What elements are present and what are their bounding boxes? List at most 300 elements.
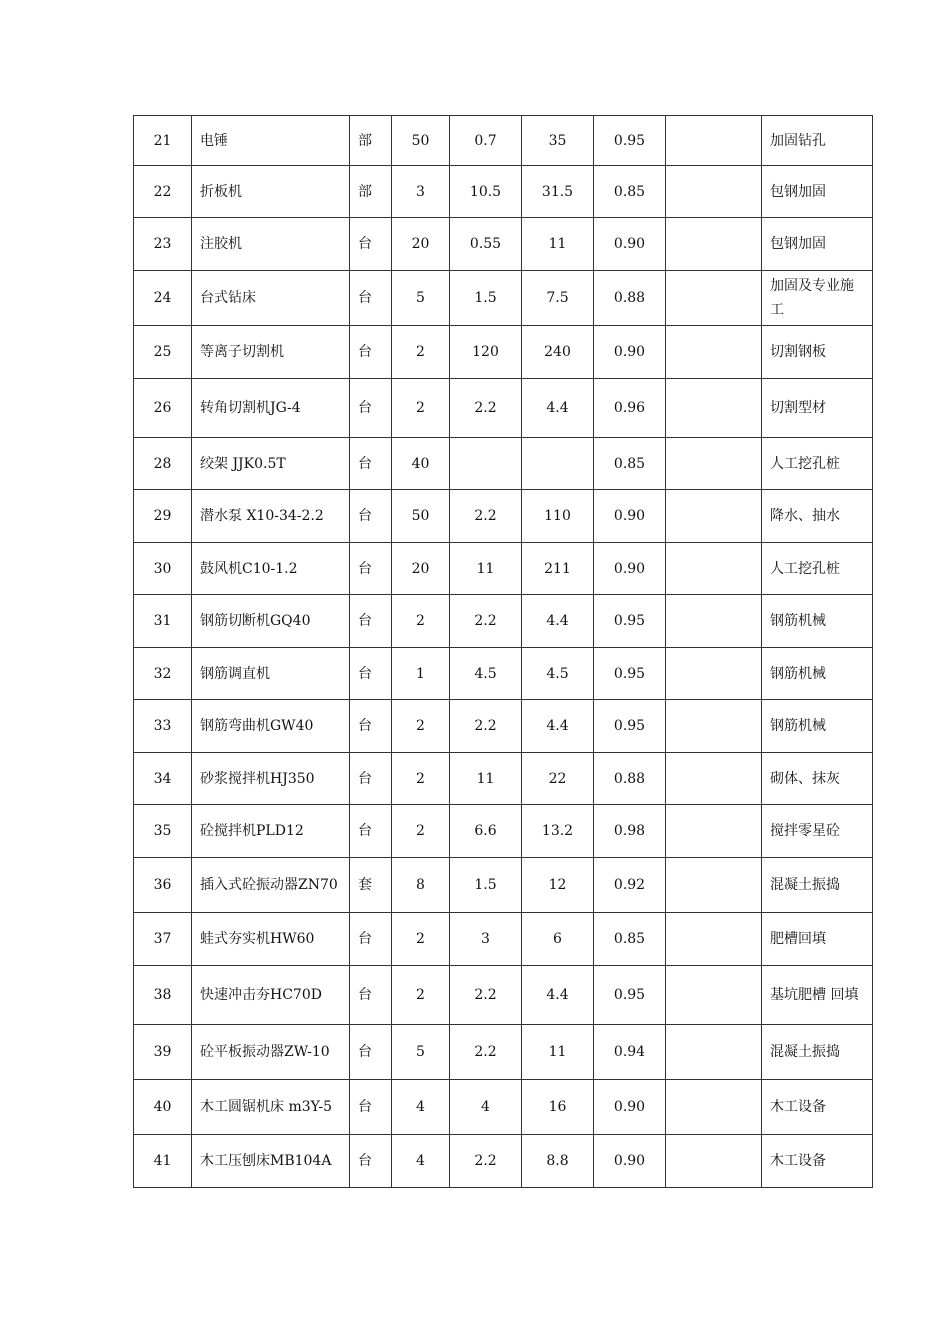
equipment-name: 折板机 xyxy=(200,183,242,200)
total-power-cell xyxy=(522,805,594,858)
row-number: 31 xyxy=(153,613,172,629)
row-number-cell xyxy=(134,858,192,913)
row-number: 30 xyxy=(153,560,172,577)
total-power-cell xyxy=(522,490,594,543)
demand-coefficient-cell xyxy=(594,1025,666,1080)
usage-note: 降水、抽水 xyxy=(770,508,840,524)
row-number-cell xyxy=(134,805,192,858)
table-row xyxy=(134,966,873,1025)
equipment-name-cell xyxy=(192,1135,350,1188)
demand-coefficient-cell xyxy=(594,858,666,913)
row-number-cell xyxy=(134,966,192,1025)
blank-cell-cell xyxy=(666,1025,762,1080)
table-row xyxy=(134,595,873,648)
rated-power-cell xyxy=(450,700,522,753)
blank-cell-cell xyxy=(666,595,762,648)
row-number-cell xyxy=(134,753,192,805)
rated-power-cell xyxy=(450,858,522,913)
blank-cell-cell xyxy=(666,438,762,490)
total-power-cell xyxy=(522,700,594,753)
equipment-name: 钢筋弯曲机GW40 xyxy=(200,718,314,734)
table-row xyxy=(134,648,873,700)
blank-cell-cell xyxy=(666,326,762,379)
row-number-cell xyxy=(134,490,192,543)
blank-cell-cell xyxy=(666,490,762,543)
demand-coefficient: 0.95 xyxy=(613,987,646,1003)
table-row xyxy=(134,116,873,166)
usage-note: 木工设备 xyxy=(770,1099,826,1115)
quantity-cell xyxy=(392,116,450,166)
rated-power: 2.2 xyxy=(474,613,497,629)
row-number-cell xyxy=(134,218,192,271)
total-power: 4.5 xyxy=(546,665,569,682)
blank-cell-cell xyxy=(666,858,762,913)
total-power-cell xyxy=(522,753,594,805)
usage-note-cell xyxy=(762,379,873,438)
table-row xyxy=(134,379,873,438)
rated-power: 0.55 xyxy=(469,236,502,252)
rated-power: 2.2 xyxy=(474,987,497,1003)
quantity: 3 xyxy=(416,183,425,200)
quantity: 20 xyxy=(411,560,430,577)
rated-power-cell xyxy=(450,166,522,218)
quantity-cell xyxy=(392,805,450,858)
row-number: 32 xyxy=(153,665,172,682)
demand-coefficient-cell xyxy=(594,218,666,271)
equipment-name: 绞架 JJK0.5T xyxy=(200,455,286,472)
equipment-name-cell xyxy=(192,1080,350,1135)
rated-power-cell xyxy=(450,595,522,648)
total-power: 11 xyxy=(548,1044,567,1060)
rated-power: 4 xyxy=(481,1099,490,1115)
usage-note-cell xyxy=(762,805,873,858)
quantity: 40 xyxy=(411,455,430,472)
equipment-name-cell xyxy=(192,326,350,379)
row-number: 39 xyxy=(153,1044,172,1060)
quantity-cell xyxy=(392,1135,450,1188)
usage-note-cell xyxy=(762,1025,873,1080)
usage-note-cell xyxy=(762,218,873,271)
blank-cell-cell xyxy=(666,966,762,1025)
usage-note: 人工挖孔桩 xyxy=(770,455,840,472)
equipment-name-cell xyxy=(192,753,350,805)
table-row xyxy=(134,805,873,858)
equipment-name: 蛙式夯实机HW60 xyxy=(200,931,315,947)
total-power-cell xyxy=(522,1080,594,1135)
row-number-cell xyxy=(134,913,192,966)
row-number: 33 xyxy=(153,718,172,734)
rated-power: 6.6 xyxy=(474,823,497,839)
unit: 台 xyxy=(358,236,372,252)
row-number-cell xyxy=(134,1025,192,1080)
table-row xyxy=(134,1080,873,1135)
unit: 台 xyxy=(358,770,372,787)
usage-note-cell xyxy=(762,166,873,218)
rated-power-cell xyxy=(450,379,522,438)
unit: 台 xyxy=(358,290,372,306)
demand-coefficient-cell xyxy=(594,753,666,805)
usage-note: 钢筋机械 xyxy=(770,613,826,629)
unit-cell xyxy=(350,1080,392,1135)
demand-coefficient-cell xyxy=(594,966,666,1025)
row-number-cell xyxy=(134,116,192,166)
unit: 套 xyxy=(358,877,372,893)
row-number: 23 xyxy=(153,236,172,252)
usage-note-cell xyxy=(762,116,873,166)
rated-power: 2.2 xyxy=(474,400,497,416)
equipment-name-cell xyxy=(192,858,350,913)
equipment-name-cell xyxy=(192,805,350,858)
equipment-name: 砼搅拌机PLD12 xyxy=(200,823,304,839)
usage-note-cell xyxy=(762,1135,873,1188)
rated-power-cell xyxy=(450,913,522,966)
equipment-name-cell xyxy=(192,913,350,966)
equipment-name: 转角切割机JG-4 xyxy=(200,400,301,416)
quantity-cell xyxy=(392,1025,450,1080)
equipment-name-cell xyxy=(192,271,350,326)
usage-note: 混凝土振捣 xyxy=(770,877,840,893)
equipment-name: 等离子切割机 xyxy=(200,344,284,360)
row-number-cell xyxy=(134,543,192,595)
blank-cell-cell xyxy=(666,218,762,271)
quantity-cell xyxy=(392,753,450,805)
usage-note: 钢筋机械 xyxy=(770,718,826,734)
equipment-name: 钢筋切断机GQ40 xyxy=(200,613,311,629)
equipment-name: 砂浆搅拌机HJ350 xyxy=(200,770,315,787)
rated-power-cell xyxy=(450,543,522,595)
total-power-cell xyxy=(522,438,594,490)
row-number-cell xyxy=(134,326,192,379)
demand-coefficient: 0.90 xyxy=(613,236,646,252)
equipment-name: 注胶机 xyxy=(200,236,242,252)
demand-coefficient: 0.85 xyxy=(613,931,646,947)
blank-cell-cell xyxy=(666,543,762,595)
quantity: 5 xyxy=(416,290,425,306)
demand-coefficient-cell xyxy=(594,700,666,753)
table-row xyxy=(134,858,873,913)
row-number: 24 xyxy=(153,290,172,306)
usage-note-cell xyxy=(762,700,873,753)
equipment-name-cell xyxy=(192,966,350,1025)
row-number-cell xyxy=(134,700,192,753)
row-number: 40 xyxy=(153,1099,172,1115)
usage-note-cell xyxy=(762,966,873,1025)
total-power: 11 xyxy=(548,236,567,252)
quantity: 2 xyxy=(416,987,425,1003)
blank-cell-cell xyxy=(666,753,762,805)
total-power: 6 xyxy=(553,931,562,947)
row-number: 26 xyxy=(153,400,172,416)
rated-power: 2.2 xyxy=(474,1044,497,1060)
demand-coefficient-cell xyxy=(594,166,666,218)
usage-note: 搅拌零星砼 xyxy=(770,823,840,839)
unit: 台 xyxy=(358,400,372,416)
unit-cell xyxy=(350,966,392,1025)
blank-cell-cell xyxy=(666,271,762,326)
usage-note-cell xyxy=(762,1080,873,1135)
demand-coefficient-cell xyxy=(594,490,666,543)
total-power: 4.4 xyxy=(546,718,569,734)
total-power-cell xyxy=(522,966,594,1025)
row-number: 34 xyxy=(153,770,172,787)
equipment-name-cell xyxy=(192,116,350,166)
rated-power-cell xyxy=(450,1025,522,1080)
usage-note-cell xyxy=(762,271,873,326)
total-power-cell xyxy=(522,379,594,438)
usage-note-cell xyxy=(762,753,873,805)
table-row xyxy=(134,490,873,543)
quantity-cell xyxy=(392,326,450,379)
total-power: 4.4 xyxy=(546,400,569,416)
quantity: 2 xyxy=(416,613,425,629)
row-number-cell xyxy=(134,1135,192,1188)
quantity-cell xyxy=(392,913,450,966)
usage-note-cell xyxy=(762,490,873,543)
unit-cell xyxy=(350,753,392,805)
demand-coefficient: 0.90 xyxy=(613,560,646,577)
unit-cell xyxy=(350,116,392,166)
unit-cell xyxy=(350,438,392,490)
quantity-cell xyxy=(392,438,450,490)
demand-coefficient-cell xyxy=(594,1135,666,1188)
quantity: 2 xyxy=(416,770,425,787)
table-row xyxy=(134,700,873,753)
usage-note: 人工挖孔桩 xyxy=(770,560,840,577)
row-number-cell xyxy=(134,438,192,490)
unit: 台 xyxy=(358,508,372,524)
unit: 台 xyxy=(358,455,372,472)
unit-cell xyxy=(350,913,392,966)
usage-note: 混凝土振捣 xyxy=(770,1044,840,1060)
blank-cell-cell xyxy=(666,648,762,700)
total-power-cell xyxy=(522,1025,594,1080)
usage-note-cell xyxy=(762,858,873,913)
equipment-name: 木工压刨床MB104A xyxy=(200,1153,332,1169)
blank-cell-cell xyxy=(666,379,762,438)
unit: 台 xyxy=(358,1099,372,1115)
total-power: 240 xyxy=(544,344,571,360)
demand-coefficient: 0.95 xyxy=(613,132,646,149)
equipment-name: 砼平板振动器ZW-10 xyxy=(200,1044,330,1060)
table-row xyxy=(134,1025,873,1080)
unit: 台 xyxy=(358,613,372,629)
total-power-cell xyxy=(522,116,594,166)
rated-power: 120 xyxy=(472,344,499,360)
blank-cell-cell xyxy=(666,913,762,966)
demand-coefficient: 0.85 xyxy=(613,455,646,472)
usage-note: 切割型材 xyxy=(770,400,826,416)
rated-power: 2.2 xyxy=(474,1153,497,1169)
unit-cell xyxy=(350,379,392,438)
demand-coefficient-cell xyxy=(594,543,666,595)
table-row xyxy=(134,166,873,218)
quantity-cell xyxy=(392,966,450,1025)
demand-coefficient-cell xyxy=(594,1080,666,1135)
usage-note: 钢筋机械 xyxy=(770,665,826,682)
demand-coefficient: 0.98 xyxy=(613,823,646,839)
table-row xyxy=(134,326,873,379)
row-number: 37 xyxy=(153,931,172,947)
total-power-cell xyxy=(522,271,594,326)
total-power-cell xyxy=(522,595,594,648)
unit: 台 xyxy=(358,823,372,839)
demand-coefficient: 0.94 xyxy=(613,1044,646,1060)
row-number-cell xyxy=(134,595,192,648)
row-number: 36 xyxy=(153,877,172,893)
total-power: 22 xyxy=(548,770,567,787)
blank-cell-cell xyxy=(666,166,762,218)
quantity-cell xyxy=(392,858,450,913)
unit-cell xyxy=(350,1135,392,1188)
rated-power-cell xyxy=(450,326,522,379)
rated-power-cell xyxy=(450,490,522,543)
equipment-name-cell xyxy=(192,218,350,271)
total-power-cell xyxy=(522,913,594,966)
usage-note-cell xyxy=(762,438,873,490)
quantity-cell xyxy=(392,166,450,218)
demand-coefficient: 0.92 xyxy=(613,877,646,893)
rated-power: 3 xyxy=(481,931,490,947)
blank-cell-cell xyxy=(666,805,762,858)
quantity-cell xyxy=(392,379,450,438)
quantity: 50 xyxy=(411,132,430,149)
table-row xyxy=(134,753,873,805)
total-power-cell xyxy=(522,543,594,595)
unit-cell xyxy=(350,805,392,858)
table-row xyxy=(134,218,873,271)
rated-power: 11 xyxy=(476,770,495,787)
row-number-cell xyxy=(134,648,192,700)
quantity: 2 xyxy=(416,400,425,416)
usage-note-cell xyxy=(762,595,873,648)
quantity: 2 xyxy=(416,718,425,734)
rated-power-cell xyxy=(450,1080,522,1135)
row-number: 41 xyxy=(153,1153,172,1169)
quantity-cell xyxy=(392,700,450,753)
rated-power: 11 xyxy=(476,560,495,577)
demand-coefficient: 0.95 xyxy=(613,718,646,734)
equipment-name: 木工圆锯机床 m3Y-5 xyxy=(200,1099,332,1115)
rated-power-cell xyxy=(450,438,522,490)
unit: 部 xyxy=(358,183,372,200)
demand-coefficient: 0.90 xyxy=(613,1153,646,1169)
table-row xyxy=(134,543,873,595)
equipment-name-cell xyxy=(192,1025,350,1080)
row-number-cell xyxy=(134,1080,192,1135)
rated-power: 4.5 xyxy=(474,665,497,682)
unit: 台 xyxy=(358,931,372,947)
row-number-cell xyxy=(134,166,192,218)
usage-note-cell xyxy=(762,326,873,379)
usage-note: 基坑肥槽 回填 xyxy=(770,987,859,1003)
total-power-cell xyxy=(522,858,594,913)
row-number-cell xyxy=(134,271,192,326)
usage-note: 加固钻孔 xyxy=(770,132,826,149)
usage-note-cell xyxy=(762,648,873,700)
unit: 台 xyxy=(358,987,372,1003)
equipment-name-cell xyxy=(192,648,350,700)
quantity: 2 xyxy=(416,823,425,839)
rated-power: 0.7 xyxy=(474,132,497,149)
demand-coefficient: 0.88 xyxy=(613,290,646,306)
unit-cell xyxy=(350,648,392,700)
unit-cell xyxy=(350,858,392,913)
blank-cell-cell xyxy=(666,116,762,166)
equipment-name-cell xyxy=(192,438,350,490)
rated-power: 1.5 xyxy=(474,877,497,893)
total-power-cell xyxy=(522,166,594,218)
usage-note: 包钢加固 xyxy=(770,183,826,200)
quantity-cell xyxy=(392,271,450,326)
row-number: 38 xyxy=(153,987,172,1003)
total-power: 8.8 xyxy=(546,1153,569,1169)
quantity: 50 xyxy=(411,508,430,524)
unit: 部 xyxy=(358,132,372,149)
total-power: 4.4 xyxy=(546,613,569,629)
table-row xyxy=(134,438,873,490)
unit-cell xyxy=(350,166,392,218)
quantity-cell xyxy=(392,648,450,700)
rated-power-cell xyxy=(450,648,522,700)
unit-cell xyxy=(350,1025,392,1080)
unit-cell xyxy=(350,490,392,543)
quantity-cell xyxy=(392,218,450,271)
equipment-name: 潜水泵 X10-34-2.2 xyxy=(200,508,324,524)
equipment-name-cell xyxy=(192,595,350,648)
demand-coefficient: 0.95 xyxy=(613,665,646,682)
row-number-cell xyxy=(134,379,192,438)
rated-power-cell xyxy=(450,805,522,858)
table-row xyxy=(134,913,873,966)
unit: 台 xyxy=(358,1153,372,1169)
demand-coefficient-cell xyxy=(594,913,666,966)
unit-cell xyxy=(350,700,392,753)
blank-cell-cell xyxy=(666,1135,762,1188)
demand-coefficient: 0.85 xyxy=(613,183,646,200)
demand-coefficient-cell xyxy=(594,648,666,700)
quantity: 2 xyxy=(416,931,425,947)
rated-power: 10.5 xyxy=(469,183,502,200)
rated-power-cell xyxy=(450,218,522,271)
rated-power-cell xyxy=(450,966,522,1025)
rated-power: 1.5 xyxy=(474,290,497,306)
table-row xyxy=(134,271,873,326)
usage-note: 木工设备 xyxy=(770,1153,826,1169)
equipment-table xyxy=(133,115,873,1188)
demand-coefficient-cell xyxy=(594,271,666,326)
row-number: 28 xyxy=(153,455,172,472)
row-number: 22 xyxy=(153,183,172,200)
quantity: 2 xyxy=(416,344,425,360)
unit-cell xyxy=(350,271,392,326)
total-power-cell xyxy=(522,326,594,379)
unit: 台 xyxy=(358,665,372,682)
quantity: 8 xyxy=(416,877,425,893)
rated-power-cell xyxy=(450,116,522,166)
equipment-name-cell xyxy=(192,490,350,543)
unit-cell xyxy=(350,326,392,379)
equipment-name-cell xyxy=(192,379,350,438)
total-power: 16 xyxy=(548,1099,567,1115)
demand-coefficient-cell xyxy=(594,116,666,166)
demand-coefficient-cell xyxy=(594,438,666,490)
demand-coefficient: 0.95 xyxy=(613,613,646,629)
unit: 台 xyxy=(358,560,372,577)
quantity-cell xyxy=(392,1080,450,1135)
total-power: 110 xyxy=(544,508,571,524)
equipment-name: 台式钻床 xyxy=(200,290,256,306)
total-power: 35 xyxy=(548,132,567,149)
